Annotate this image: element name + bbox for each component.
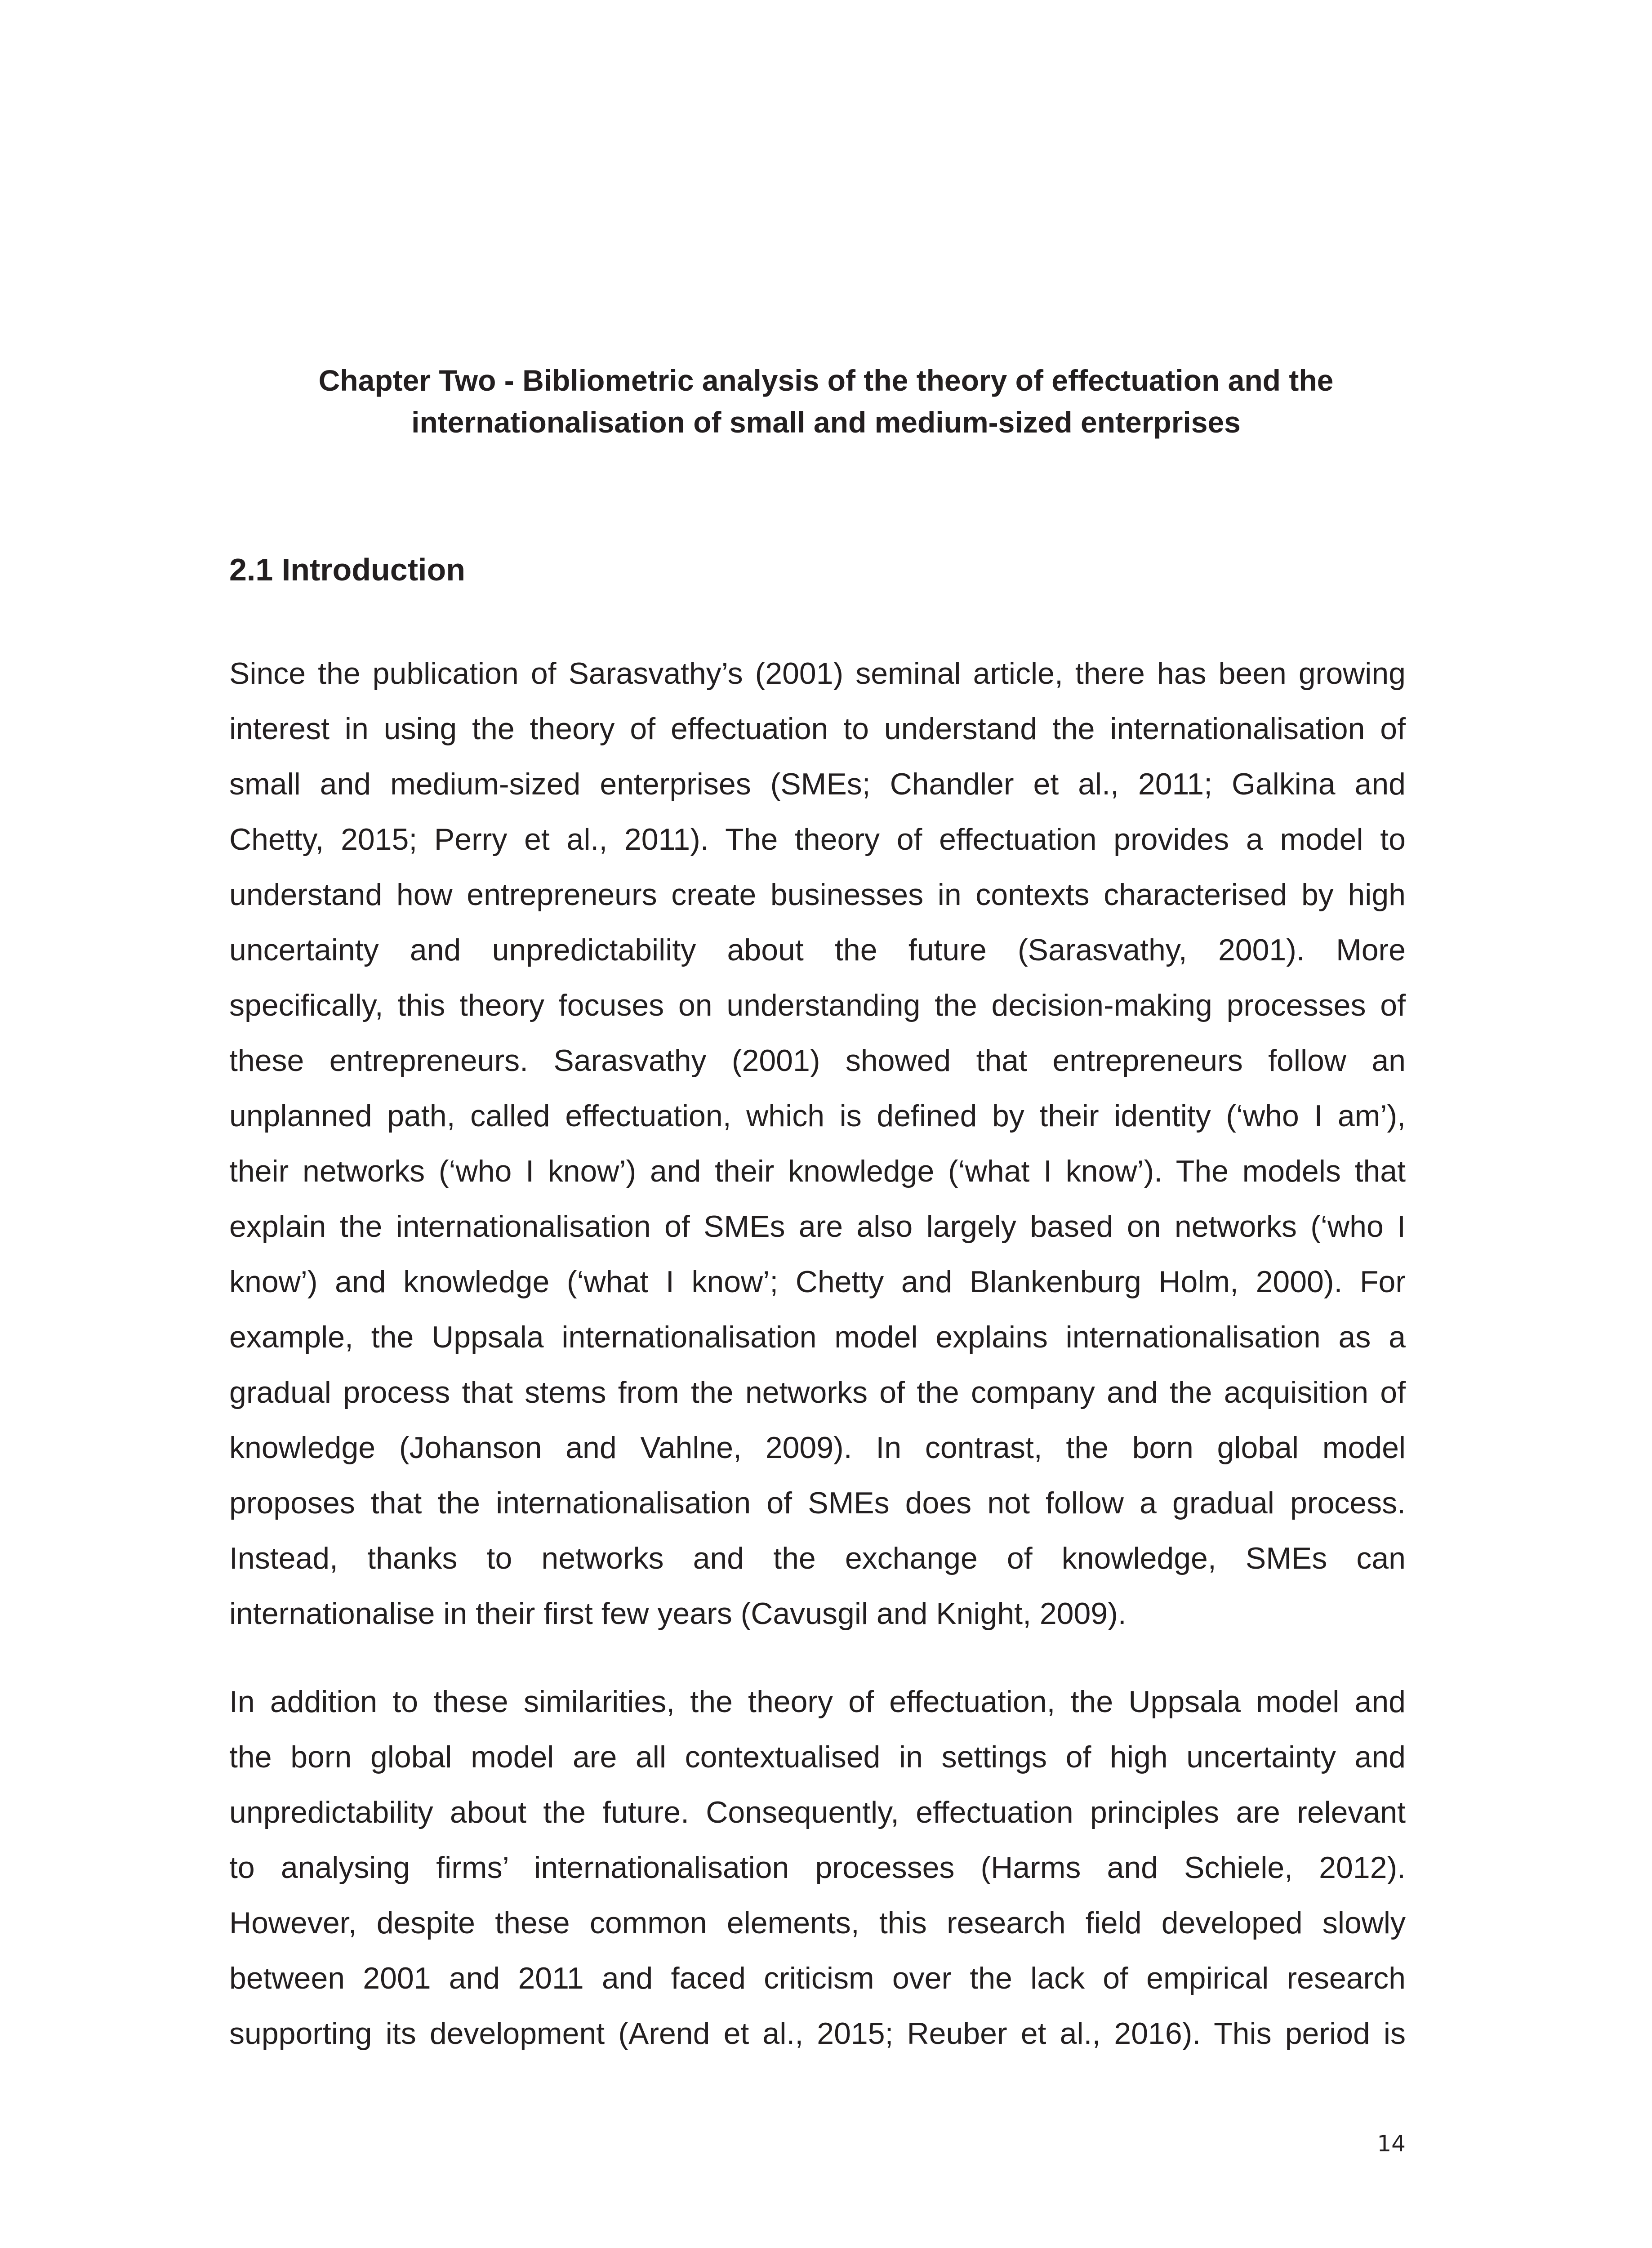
text-line: unpredictability about the future. Consequently, effectuation principles are relevant [229, 1795, 1406, 1829]
text-line: unplanned path, called effectuation, which is defined by their identity (‘who I am’), [229, 1099, 1406, 1133]
text-line: the born global model are all contextualised in settings of high uncertainty and [229, 1740, 1406, 1774]
text-line: interest in using the theory of effectuation to understand the internationalisation of [229, 712, 1406, 746]
text-line: gradual process that stems from the networks of the company and the acquisition of [229, 1375, 1406, 1409]
text-line: between 2001 and 2011 and faced criticism over the lack of empirical research [229, 1961, 1406, 1995]
text-line: know’) and knowledge (‘what I know’; Chetty and Blankenburg Holm, 2000). For [229, 1265, 1406, 1299]
text-line: these entrepreneurs. Sarasvathy (2001) showed that entrepreneurs follow an [229, 1044, 1406, 1078]
text-line: to analysing firms’ internationalisation processes (Harms and Schiele, 2012). [229, 1851, 1406, 1885]
text-line: internationalise in their first few years (Cavusgil and Knight, 2009). [229, 1597, 1127, 1631]
text-line: small and medium-sized enterprises (SMEs; Chandler et al., 2011; Galkina and [229, 767, 1406, 801]
chapter-title [229, 360, 1423, 443]
text-line: their networks (‘who I know’) and their knowledge (‘what I know’). The models that [229, 1154, 1406, 1188]
text-line: Instead, thanks to networks and the exchange of knowledge, SMEs can [229, 1541, 1406, 1575]
text-line: example, the Uppsala internationalisation model explains internationalisation as a [229, 1320, 1406, 1354]
page-number: 14 [1377, 2131, 1406, 2157]
text-line: knowledge (Johanson and Vahlne, 2009). In contrast, the born global model [229, 1431, 1406, 1465]
body-paragraph [229, 646, 1406, 1641]
text-line: Since the publication of Sarasvathy’s (2001) seminal article, there has been growing [229, 656, 1406, 691]
text-line: uncertainty and unpredictability about the future (Sarasvathy, 2001). More [229, 933, 1406, 967]
text-line: However, despite these common elements, this research field developed slowly [229, 1906, 1406, 1940]
text-line: supporting its development (Arend et al., 2015; Reuber et al., 2016). This period is [229, 2016, 1406, 2051]
section-heading: 2.1 Introduction [229, 552, 465, 587]
text-line: proposes that the internationalisation of SMEs does not follow a gradual process. [229, 1486, 1406, 1520]
text-line: understand how entrepreneurs create businesses in contexts characterised by high [229, 878, 1406, 912]
text-line: In addition to these similarities, the theory of effectuation, the Uppsala model and [229, 1685, 1406, 1719]
chapter-title-line: internationalisation of small and medium-sized enterprises [411, 406, 1241, 439]
body-paragraph [229, 1674, 1406, 2061]
text-line: specifically, this theory focuses on understanding the decision-making processes of [229, 988, 1406, 1022]
chapter-title-line: Chapter Two - Bibliometric analysis of the theory of effectuation and the [318, 364, 1334, 397]
text-line: explain the internationalisation of SMEs are also largely based on networks (‘who I [229, 1209, 1406, 1244]
text-line: Chetty, 2015; Perry et al., 2011). The theory of effectuation provides a model to [229, 822, 1406, 856]
